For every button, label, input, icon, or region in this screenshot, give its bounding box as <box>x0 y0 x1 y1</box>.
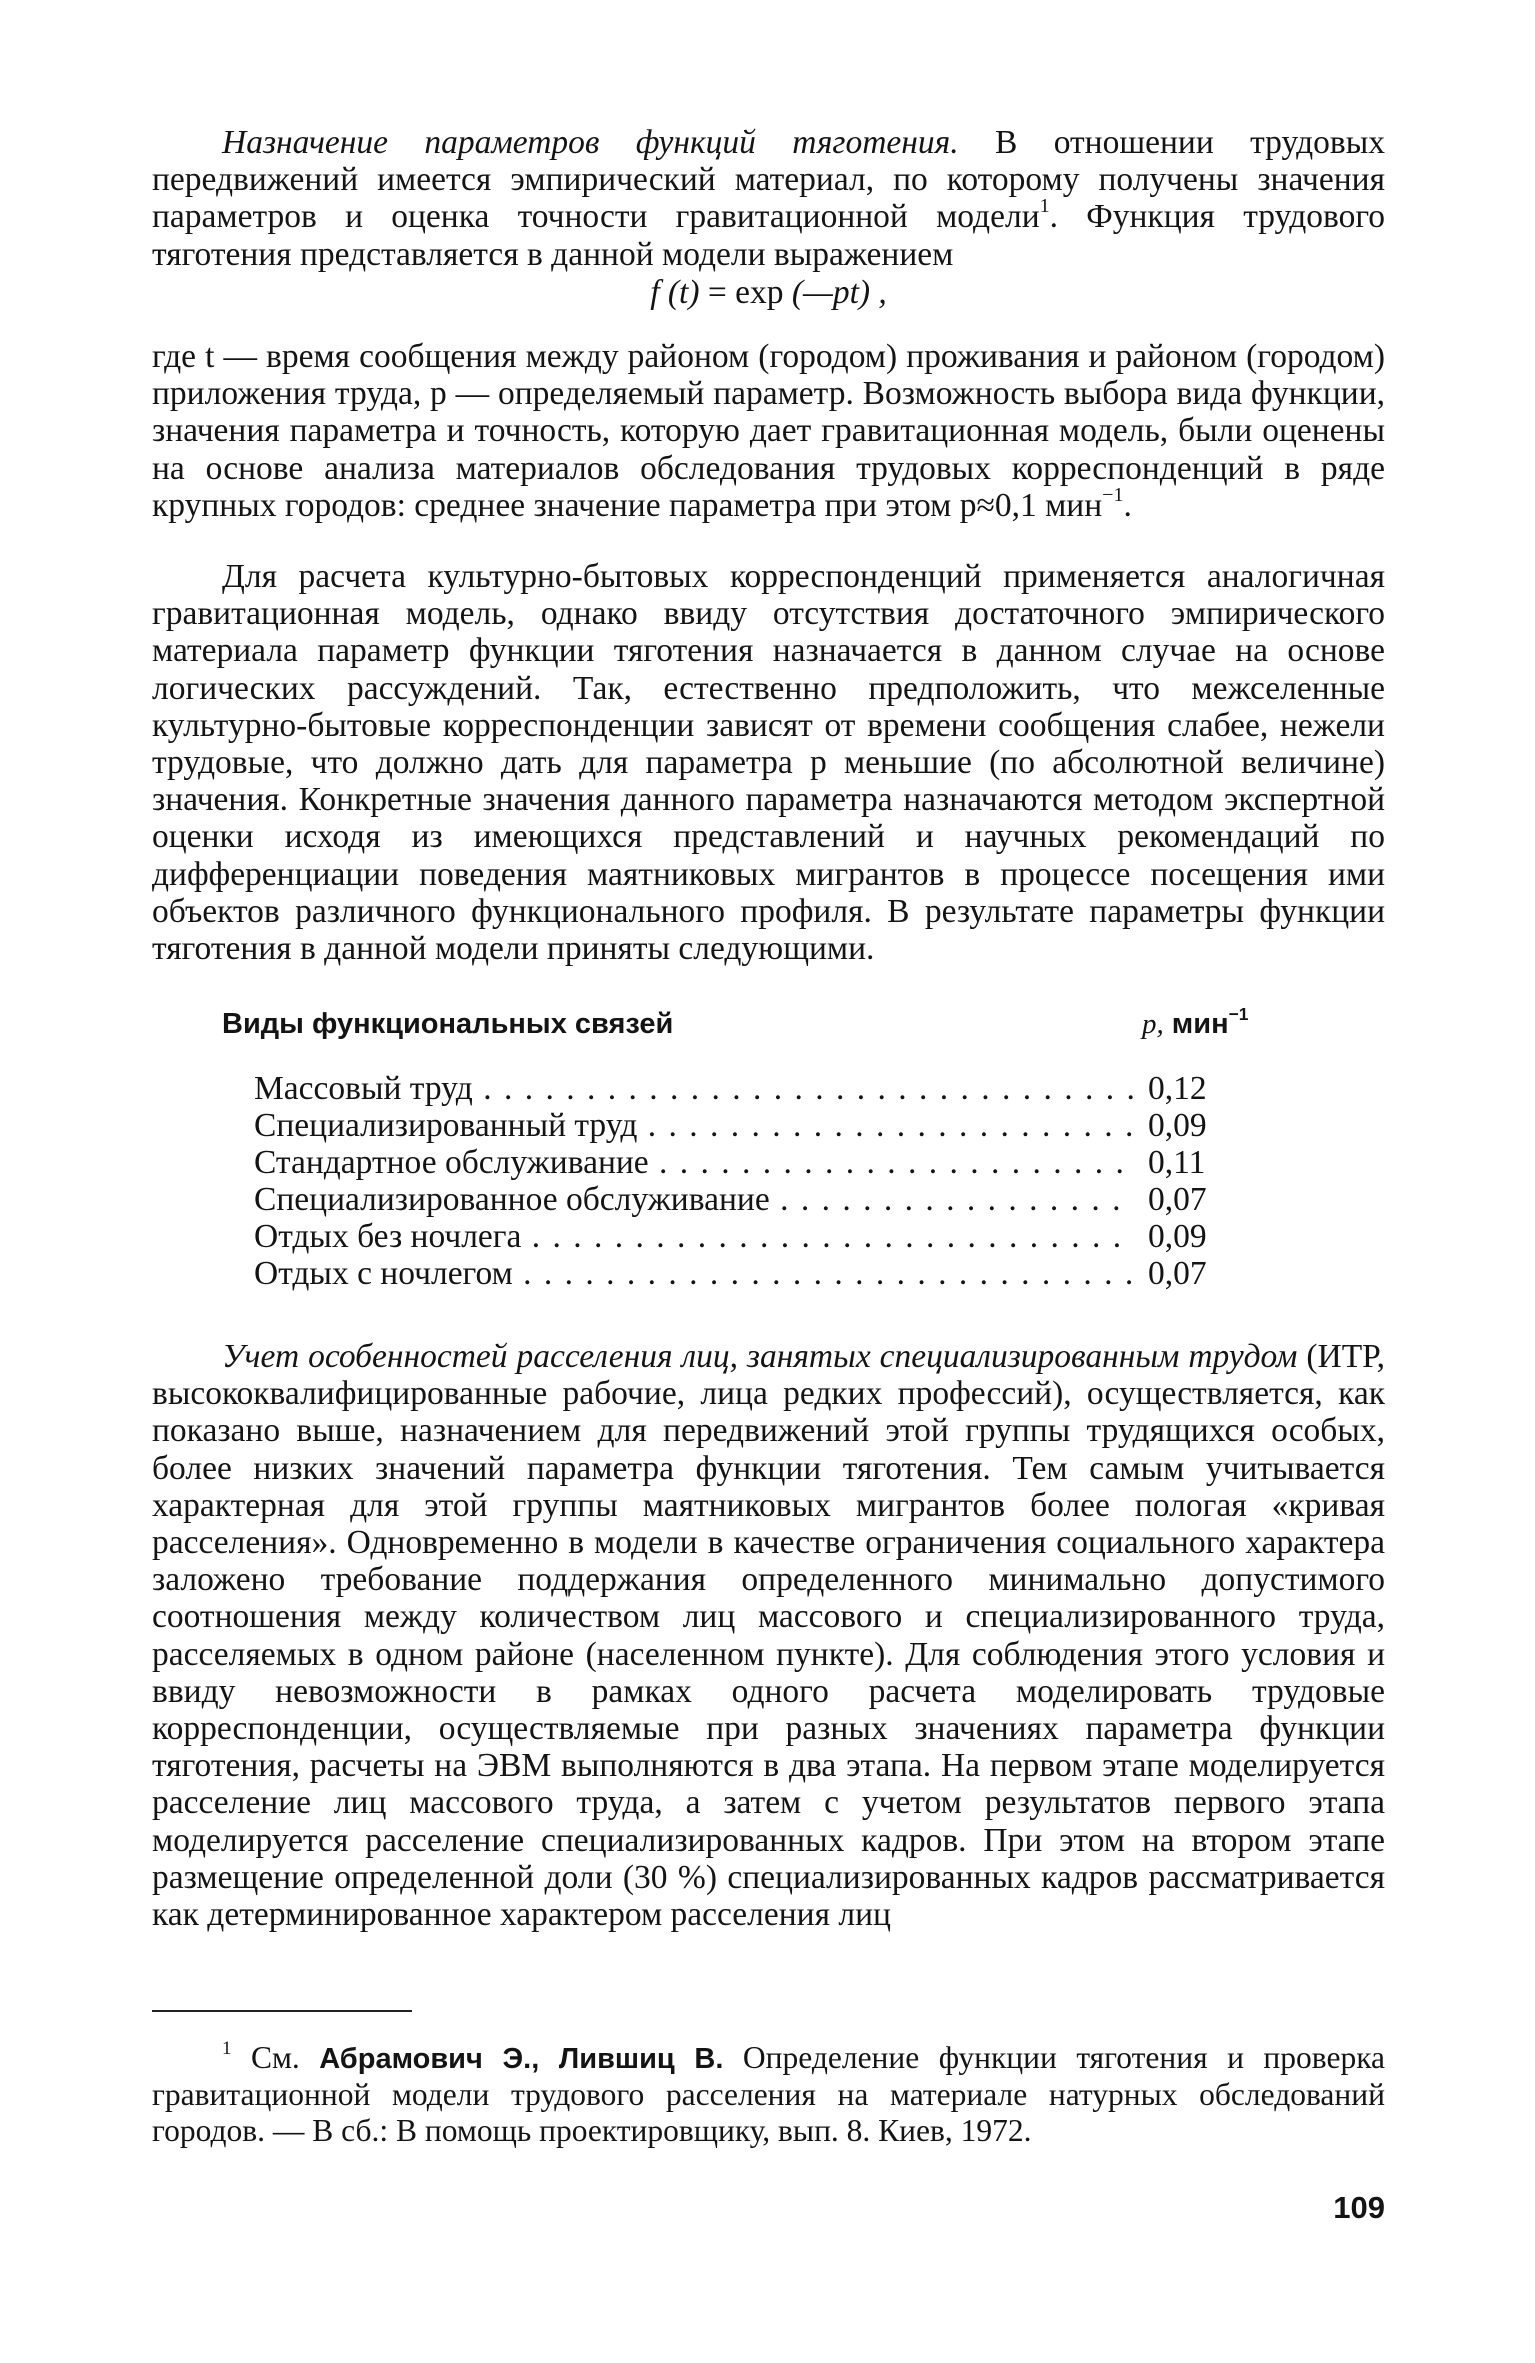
page-number: 109 <box>1333 2190 1385 2225</box>
table-row <box>152 1070 1385 1107</box>
table-row-label: Специализированное обслуживание . . . <box>254 1181 1134 1218</box>
table-row-label: Массовый труд . . . <box>254 1070 1134 1107</box>
formula-eq: = <box>699 274 736 311</box>
paragraph-specialized-labor <box>152 1338 1385 1933</box>
paragraph-lead: Учет особенностей расселения лиц, занятых специализированным трудом <box>222 1338 1298 1375</box>
table-row <box>152 1181 1385 1218</box>
paragraph-lead: Назначение параметров функций тяготения. <box>222 124 959 161</box>
formula-rhs: (—pt) , <box>783 274 887 311</box>
table-row-label: Специализированный труд . . . <box>254 1107 1134 1144</box>
param-unit-sup: −1 <box>1228 1003 1249 1024</box>
footnote-text: Определение функции тяготения и проверка гравитационной модели трудового расселения на материале натурных обследований городов. — В сб.: В помощь проектировщику, вып. 8. Киев, 1972. <box>152 2040 1386 2148</box>
paragraph-text: Для расчета культурно-бытовых корреспонденций применяется аналогичная гравитационная модель, однако ввиду отсутствия достаточного эмпирического материала параметр функции тяготения назначается в данном случае на основе логических рассуждений. Так, естественно предположить, что межселенные культурно-бытовые корреспонденции зависят от времени сообщения слабее, нежели трудовые, что должно дать для параметра p меньшие (по абсолютной величине) значения. Конкретные значения данного параметра назначаются методом экспертной оценки исходя из имеющихся представлений и научных рекомендаций по дифференциации поведения маятниковых мигрантов в процессе посещения ими объектов различного функционального профиля. В результате параметры функции тяготения в данной модели приняты следующими. <box>152 558 1385 968</box>
table-header-label: Виды функциональных связей <box>222 1008 674 1040</box>
formula-fn: exp <box>735 274 784 311</box>
table-row-label: Стандартное обслуживание . . . <box>254 1144 1134 1181</box>
table-row <box>152 1255 1385 1292</box>
formula-arg: (t) <box>667 274 700 311</box>
param-symbol: p, <box>1142 1008 1164 1040</box>
paragraph-text: (ИТР, высококвалифицированные рабочие, лица редких профессий), осуществляется, как показано выше, назначением для передвижений этой группы трудящихся особых, более низких значений параметра функции тяготения. Тем самым учитывается характерная для этой группы маятниковых мигрантов более пологая «кривая расселения». Одновременно в модели в качестве ограничения социального характера заложено требование поддержания определенного минимально допустимого соотношения между количеством лиц массового и специализированного труда, расселяемых в одном районе (населенном пункте). Для соблюдения этого условия и ввиду невозможности в рамках одного расчета моделировать трудовые корреспонденции, осуществляемые при разных значениях параметра функции тяготения, расчеты на ЭВМ выполняются в два этапа. На первом этапе моделируется расселение лиц массового труда, а затем с учетом результатов первого этапа моделируется расселение специализированных кадров. При этом на втором этапе размещение определенной доли (30 %) специализированных кадров рассматривается как детерминированное характером расселения лиц <box>152 1338 1385 1934</box>
table-row-value: 0,09 <box>1148 1218 1207 1255</box>
table-row-value: 0,11 <box>1148 1144 1206 1181</box>
table-header-param <box>1142 1003 1249 1041</box>
paragraph-tail: . <box>1123 486 1132 524</box>
table-row-value: 0,09 <box>1148 1107 1207 1144</box>
footnote-ref: 1 <box>1039 195 1050 218</box>
table-row-value: 0,07 <box>1148 1181 1207 1218</box>
paragraph-text: В отношении трудовых передвижений имеется эмпирический материал, по которому получены значения параметров и оценка точности гравитационной модели <box>152 124 1385 236</box>
paragraph-definitions <box>152 338 1385 524</box>
table-row <box>152 1144 1385 1181</box>
table-row-value: 0,12 <box>1148 1070 1207 1107</box>
table-row <box>152 1218 1385 1255</box>
formula-gravity-function <box>152 274 1385 311</box>
unit-superscript: −1 <box>1102 483 1124 506</box>
footnote-divider <box>152 2010 412 2012</box>
param-unit: мин <box>1163 1008 1229 1040</box>
footnote <box>152 2037 1386 2149</box>
paragraph-cultural-correspondence <box>152 558 1385 967</box>
formula-lhs: f <box>650 274 660 311</box>
footnote-prefix: См. <box>231 2040 320 2075</box>
table-row <box>152 1107 1385 1144</box>
paragraph-gravity-params <box>152 124 1385 273</box>
table-row-label: Отдых с ночлегом . . . <box>254 1255 1134 1292</box>
footnote-authors: Абрамович Э., Лившиц В. <box>319 2043 724 2075</box>
paragraph-tail: . Функция трудового тяготения представляется в данной модели выражением <box>152 198 1385 273</box>
table-row-label: Отдых без ночлега . . . <box>254 1218 1134 1255</box>
paragraph-text: где t — время сообщения между районом (городом) проживания и районом (городом) приложения труда, p — определяемый параметр. Возможность выбора вида функции, значения параметра и точность, которую дает гравитационная модель, были оценены на основе анализа материалов обследования трудовых корреспонденций в ряде крупных городов: среднее значение параметра при этом p≈0,1 мин <box>152 338 1385 524</box>
footnote-mark: 1 <box>222 2037 232 2059</box>
table-row-value: 0,07 <box>1148 1255 1207 1292</box>
